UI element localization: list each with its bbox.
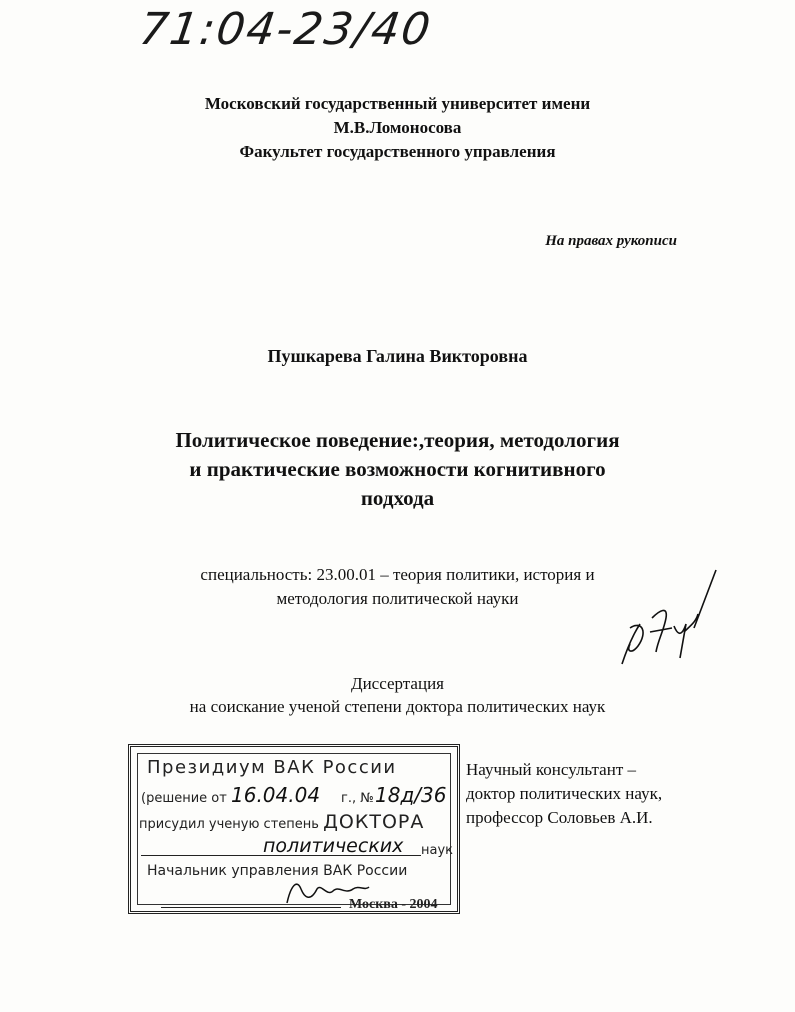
stamp-decision-prefix: (решение от xyxy=(141,791,227,806)
stamp-field-handwritten: политических xyxy=(263,835,404,857)
specialty-line-2: методология политической науки xyxy=(276,589,519,608)
consultant-line-3: профессор Соловьев А.И. xyxy=(466,808,653,827)
vak-stamp xyxy=(128,744,460,914)
institution-line-2: М.В.Ломоносова xyxy=(333,118,462,137)
consultant-line-2: доктор политических наук, xyxy=(466,784,663,803)
title-line-2: и практические возможности когнитивного xyxy=(189,457,606,481)
institution-block xyxy=(0,92,795,164)
stamp-awarded-line xyxy=(139,811,424,833)
stamp-field-suffix: наук xyxy=(421,843,454,858)
signature-image xyxy=(612,566,722,670)
stamp-city-year: Москва - 2004 xyxy=(349,897,438,912)
degree-sought: на соискание ученой степени доктора политических наук xyxy=(189,697,606,716)
stamp-number-prefix: г., № xyxy=(341,791,374,806)
dissertation-title xyxy=(0,426,795,513)
stamp-header: Президиум ВАК России xyxy=(147,757,397,778)
manuscript-rights-note: На правах рукописи xyxy=(545,233,677,249)
stamp-decision-number: 18д/36 xyxy=(375,783,447,807)
consultant-line-1: Научный консультант – xyxy=(466,760,636,779)
institution-line-1: Московский государственный университет имени xyxy=(204,94,591,113)
stamp-head-title: Начальник управления ВАК России xyxy=(147,863,408,879)
handwritten-registration-number: 71:04-23/40 xyxy=(136,4,436,55)
title-line-3: подхода xyxy=(360,486,435,510)
stamp-degree: ДОКТОРА xyxy=(323,811,425,833)
stamp-awarded-text: присудил ученую степень xyxy=(139,817,319,832)
title-line-1: Политическое поведение:,теория, методология xyxy=(175,428,620,452)
dissertation-label: Диссертация xyxy=(350,674,444,693)
consultant-block xyxy=(466,758,696,830)
institution-line-3: Факультет государственного управления xyxy=(239,142,556,161)
stamp-decision-date: 16.04.04 xyxy=(231,783,321,807)
dissertation-block xyxy=(0,672,795,718)
author-name: Пушкарева Галина Викторовна xyxy=(267,346,528,366)
stamp-signature-line xyxy=(161,907,341,908)
specialty-line-1: специальность: 23.00.01 – теория политики, история и xyxy=(200,565,595,584)
